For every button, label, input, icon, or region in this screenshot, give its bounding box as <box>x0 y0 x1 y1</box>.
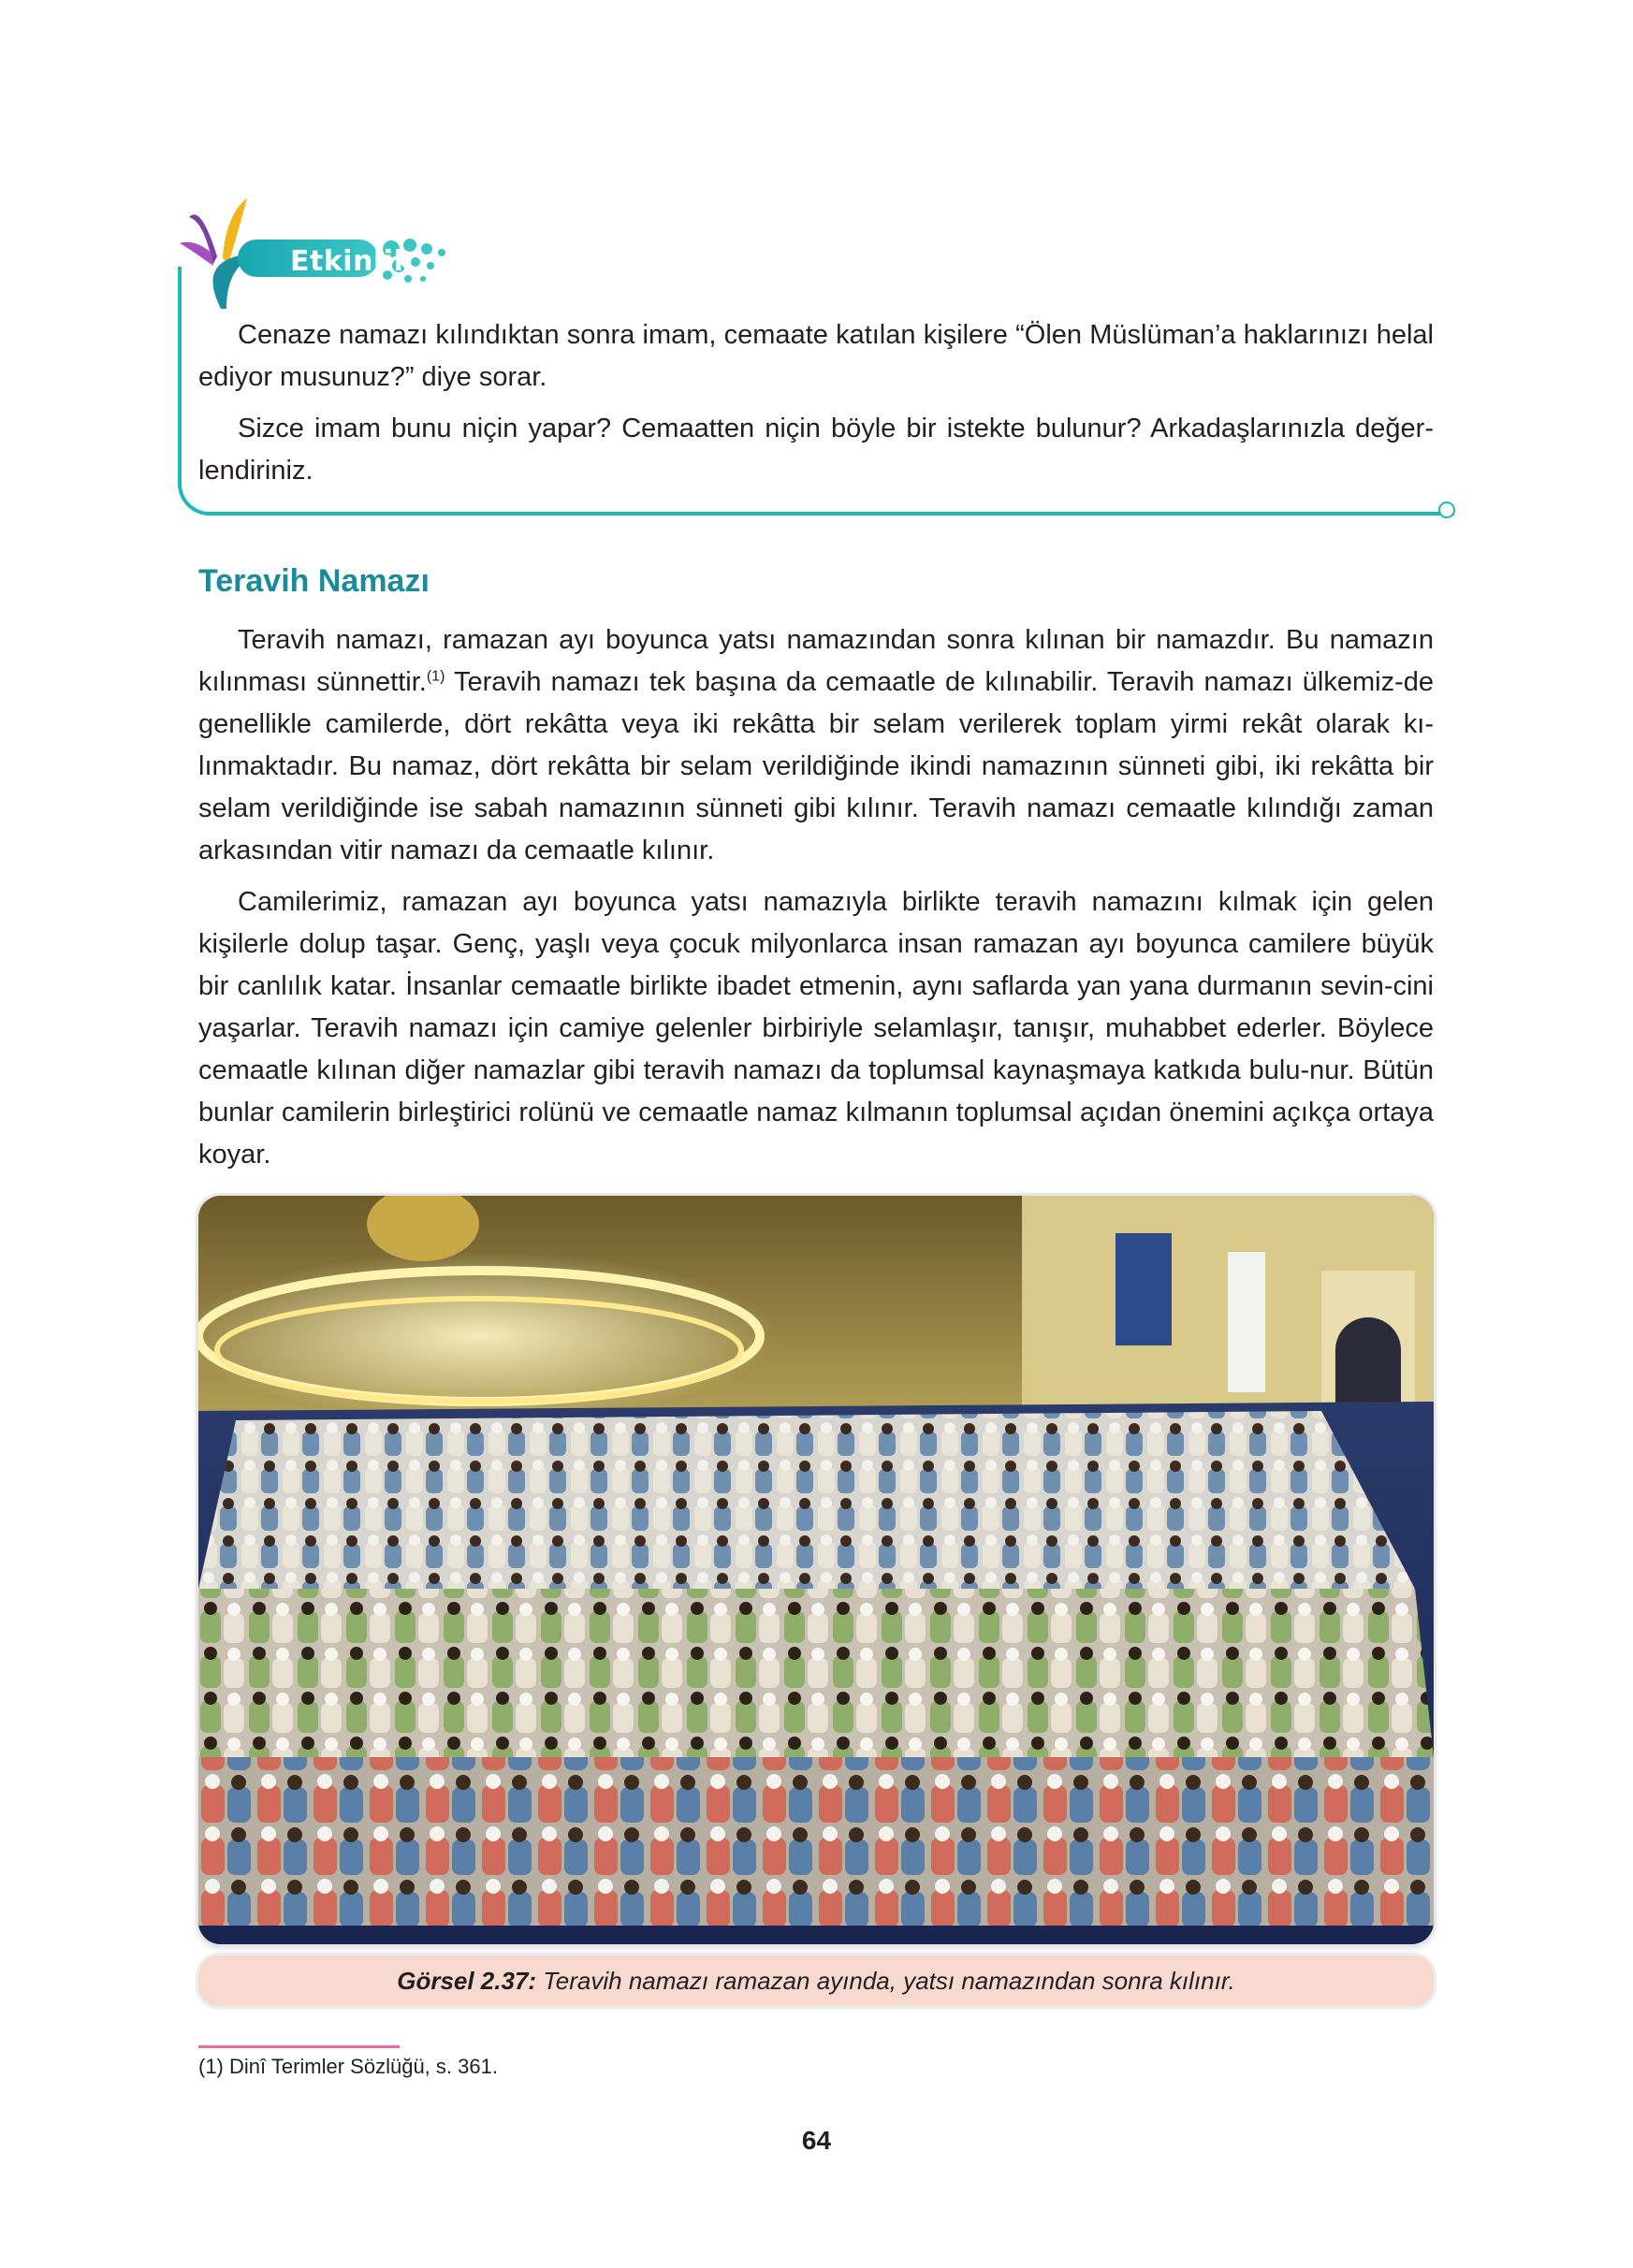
section-body <box>198 619 1434 1185</box>
activity-paragraph-1: Cenaze namazı kılındıktan sonra imam, cemaate katılan kişilere “Ölen Müslüman’a haklarınızı helal ediyor musunuz?” diye sorar. <box>198 320 1434 392</box>
activity-line-end-dot <box>1438 502 1455 518</box>
section-paragraph-2: Camilerimiz, ramazan ayı boyunca yatsı namazıyla birlikte teravih namazını kılmak için gelen kişilerle dolup taşar. Genç, yaşlı veya çocuk milyonlarca insan ramazan ayı boyunca camilere büyük bir canlılık katar. İnsanlar cemaatle birlikte ibadet etmenin, aynı saflarda yan yana durmanın sevin-cini yaşarlar. Teravih namazı için camiye gelenler birbiriyle selamlaşır, tanışır, muhabbet ederler. Böylece cemaatle kılınan diğer namazlar gibi teravih namazı da toplumsal kaynaşmaya katkıda bulu-nur. Bütün bunlar camilerin birleştirici rolünü ve cemaatle namaz kılmanın toplumsal açıdan önemini açıkça ortaya koyar. <box>198 887 1434 1170</box>
section-paragraph-1-part-b: Teravih namazı tek başına da cemaatle de kılınabilir. Teravih namazı ülkemiz-de genellikle camilerde, dört rekâtta veya iki rekâtta bir selam verilerek toplam yirmi rekât olarak kı-lınmaktadır. Bu namaz, dört rekâtta bir selam verildiğinde ikindi namazının sünneti gibi, iki rekâtta bir selam verildiğinde ise sabah namazının sünneti gibi kılınır. Teravih namazı cemaatle kılındığı zaman arkasından vitir namazı da cemaatle kılınır. <box>198 667 1434 865</box>
activity-text <box>198 314 1434 502</box>
activity-badge-label: Etkinlik <box>290 245 413 278</box>
section-paragraph-1-part-a: Teravih namazı, ramazan ayı boyunca yatsı namazından sonra kılınan bir namazdır. Bu namazın kılınması sünnettir. <box>198 625 1434 697</box>
footnote: (1) Dinî Terimler Sözlüğü, s. 361. <box>198 2055 498 2078</box>
figure-label: Görsel 2.37: <box>397 1967 537 1995</box>
figure-caption-text: Teravih namazı ramazan ayında, yatsı namazından sonra kılınır. <box>536 1967 1235 1995</box>
figure-caption <box>198 1955 1434 2006</box>
page-number: 64 <box>801 2126 832 2155</box>
activity-paragraph-2: Sizce imam bunu niçin yapar? Cemaatten niçin böyle bir istekte bulunur? Arkadaşlarınızla değer-lendiriniz. <box>198 414 1434 486</box>
footnote-divider <box>198 2045 400 2048</box>
mosque-prayer-photo <box>198 1196 1434 1944</box>
mosque-prayer-illustration <box>198 1196 1434 1944</box>
footnote-reference: (1) <box>426 668 445 685</box>
section-paragraph-1 <box>198 619 1434 872</box>
section-title: Teravih Namazı <box>198 563 430 599</box>
